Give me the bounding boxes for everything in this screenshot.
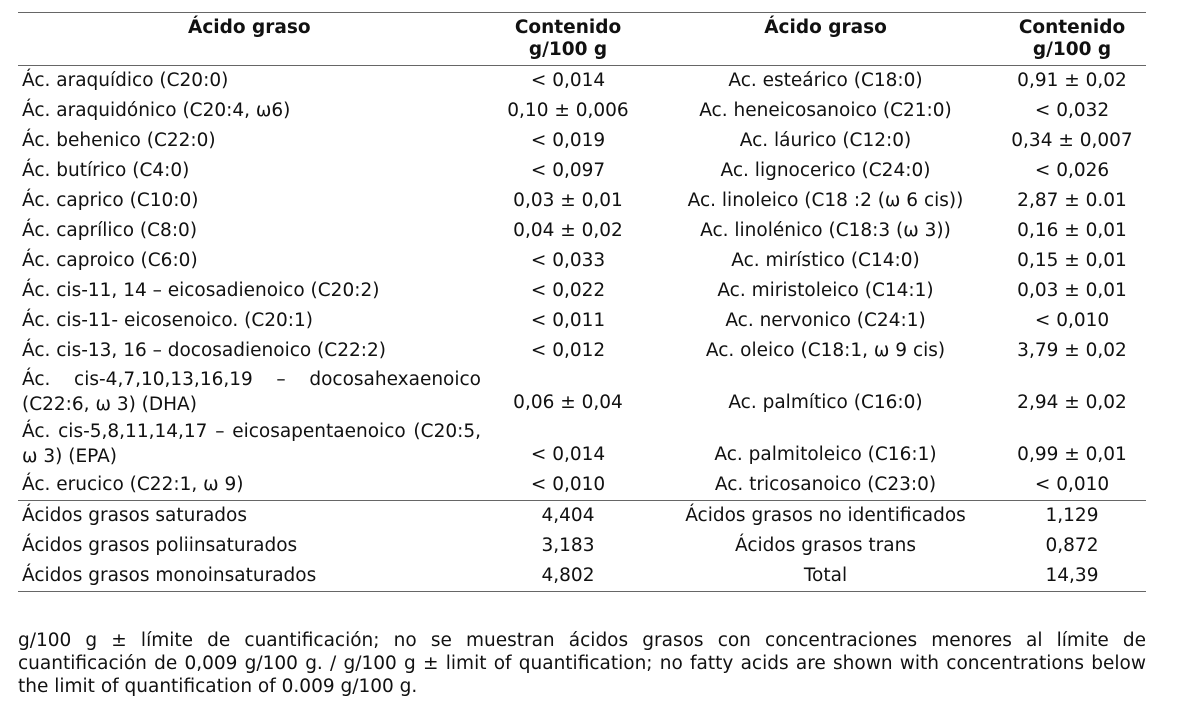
summary-label: Ácidos grasos no identificados: [653, 501, 998, 532]
summary-label: Ácidos grasos trans: [735, 535, 916, 556]
header-content-right-line1: Contenido: [1018, 17, 1126, 38]
content-value: < 0,026: [1034, 160, 1110, 181]
fatty-acid-name: Ac. palmitoleico (C16:1): [714, 444, 937, 465]
fatty-acid-name: Ác. caprico (C10:0): [22, 190, 199, 211]
fatty-acid-name: Ác. butírico (C4:0): [22, 160, 190, 181]
summary-row: [18, 531, 1146, 561]
content-value: < 0,022: [530, 280, 606, 301]
fatty-acid-name: Ac. esteárico (C18:0): [728, 70, 923, 91]
table-row: [18, 276, 1146, 306]
header-fatty-acid-right: Ácido graso: [653, 13, 998, 66]
table-body: [18, 66, 1146, 592]
summary-row: [18, 501, 1146, 532]
fatty-acid-name: Ác. cis-4,7,10,13,16,19 – docosahexaenoico (C22:6, ω 3) (DHA): [22, 369, 481, 415]
content-value: 0,03 ± 0,01: [1017, 280, 1127, 301]
table-row: [18, 418, 1146, 470]
content-value: < 0,097: [530, 160, 606, 181]
summary-row: [18, 561, 1146, 592]
table-row: [18, 126, 1146, 156]
header-content-left-line1: Contenido: [514, 17, 622, 38]
table-header: [18, 13, 1146, 66]
content-value: < 0,012: [530, 340, 606, 361]
fatty-acid-name: Ác. cis-5,8,11,14,17 – eicosapentaenoico (C20:5, ω 3) (EPA): [22, 421, 481, 467]
content-value: 0,16 ± 0,01: [1017, 220, 1127, 241]
header-content-right: [998, 13, 1146, 66]
header-row: [18, 13, 1146, 66]
fatty-acid-name: Ác. araquídico (C20:0): [22, 70, 229, 91]
summary-label: Ácidos grasos saturados: [18, 501, 483, 532]
table-row: [18, 366, 1146, 418]
table-footnote: g/100 g ± límite de cuantificación; no se muestran ácidos grasos con concentraciones menores al límite de cuantificación de 0,009 g/100 g. / g/100 g ± limit of quantification; no fatty acids are shown with concentrations below the limit of quantification of 0.009 g/100 g.: [18, 629, 1146, 697]
table-row: [18, 66, 1146, 97]
table-row: [18, 306, 1146, 336]
table-row: [18, 246, 1146, 276]
fatty-acid-name: Ac. tricosanoico (C23:0): [714, 474, 937, 495]
content-value: < 0,010: [1034, 474, 1110, 495]
summary-value: 0,872: [1045, 535, 1099, 556]
content-value: < 0,033: [530, 250, 606, 271]
table-row: [18, 336, 1146, 366]
table-row: [18, 216, 1146, 246]
content-value: 0,10 ± 0,006: [507, 100, 629, 121]
fatty-acid-name: Ac. lignocerico (C24:0): [720, 160, 931, 181]
content-value: 0,34 ± 0,007: [1011, 130, 1133, 151]
fatty-acid-name: Ác. cis-13, 16 – docosadienoico (C22:2): [22, 340, 386, 361]
fatty-acid-name: Ác. behenico (C22:0): [22, 130, 216, 151]
fatty-acid-name: Ac. linolénico (C18:3 (ω 3)): [700, 220, 951, 241]
content-value: 0,91 ± 0,02: [1017, 70, 1127, 91]
content-value: 2,94 ± 0,02: [1017, 392, 1127, 413]
summary-value: 3,183: [541, 535, 595, 556]
summary-value: 4,404: [483, 501, 653, 532]
content-value: 0,15 ± 0,01: [1017, 250, 1127, 271]
content-value: < 0,032: [1034, 100, 1110, 121]
content-value: < 0,014: [530, 70, 606, 91]
header-content-right-line2: g/100 g: [1032, 39, 1112, 60]
header-content-left-line2: g/100 g: [528, 39, 608, 60]
fatty-acid-name: Ác. erucico (C22:1, ω 9): [22, 474, 244, 495]
content-value: < 0,019: [530, 130, 606, 151]
fatty-acid-name: Ac. miristoleico (C14:1): [717, 280, 934, 301]
fatty-acid-name: Ac. palmítico (C16:0): [728, 392, 923, 413]
fatty-acid-name: Ac. linoleico (C18 :2 (ω 6 cis)): [687, 190, 964, 211]
table-row: [18, 186, 1146, 216]
summary-label: Ácidos grasos poliinsaturados: [22, 535, 298, 556]
content-value: 2,87 ± 0.01: [1017, 190, 1127, 211]
table-row: [18, 96, 1146, 126]
content-value: 0,04 ± 0,02: [513, 220, 623, 241]
fatty-acid-name: Ác. araquidónico (C20:4, ω6): [22, 100, 291, 121]
summary-label: Ácidos grasos monoinsaturados: [18, 561, 483, 592]
summary-value: 4,802: [483, 561, 653, 592]
header-content-left: [483, 13, 653, 66]
summary-value: 14,39: [998, 561, 1146, 592]
content-value: < 0,010: [530, 474, 606, 495]
fatty-acid-name: Ác. caproico (C6:0): [22, 250, 198, 271]
fatty-acid-name: Ác. caprílico (C8:0): [22, 220, 198, 241]
table-row: [18, 156, 1146, 186]
content-value: 3,79 ± 0,02: [1017, 340, 1127, 361]
fatty-acid-table-container: [18, 12, 1146, 592]
fatty-acid-name: Ác. cis-11, 14 – eicosadienoico (C20:2): [22, 280, 380, 301]
fatty-acid-name: Ac. mirístico (C14:0): [731, 250, 920, 271]
fatty-acid-name: Ac. oleico (C18:1, ω 9 cis): [705, 340, 946, 361]
content-value: 0,99 ± 0,01: [1017, 444, 1127, 465]
content-value: < 0,014: [530, 444, 606, 465]
fatty-acid-name: Ac. heneicosanoico (C21:0): [699, 100, 952, 121]
fatty-acid-name: Ác. cis-11- eicosenoico. (C20:1): [22, 310, 314, 331]
content-value: < 0,011: [530, 310, 606, 331]
summary-value: 1,129: [998, 501, 1146, 532]
summary-label: Total: [653, 561, 998, 592]
table-row: [18, 470, 1146, 501]
header-fatty-acid-left: Ácido graso: [18, 13, 483, 66]
content-value: < 0,010: [1034, 310, 1110, 331]
fatty-acid-name: Ac. láurico (C12:0): [739, 130, 912, 151]
fatty-acid-name: Ac. nervonico (C24:1): [725, 310, 926, 331]
content-value: 0,03 ± 0,01: [513, 190, 623, 211]
content-value: 0,06 ± 0,04: [513, 392, 623, 413]
fatty-acid-table: [18, 12, 1146, 592]
